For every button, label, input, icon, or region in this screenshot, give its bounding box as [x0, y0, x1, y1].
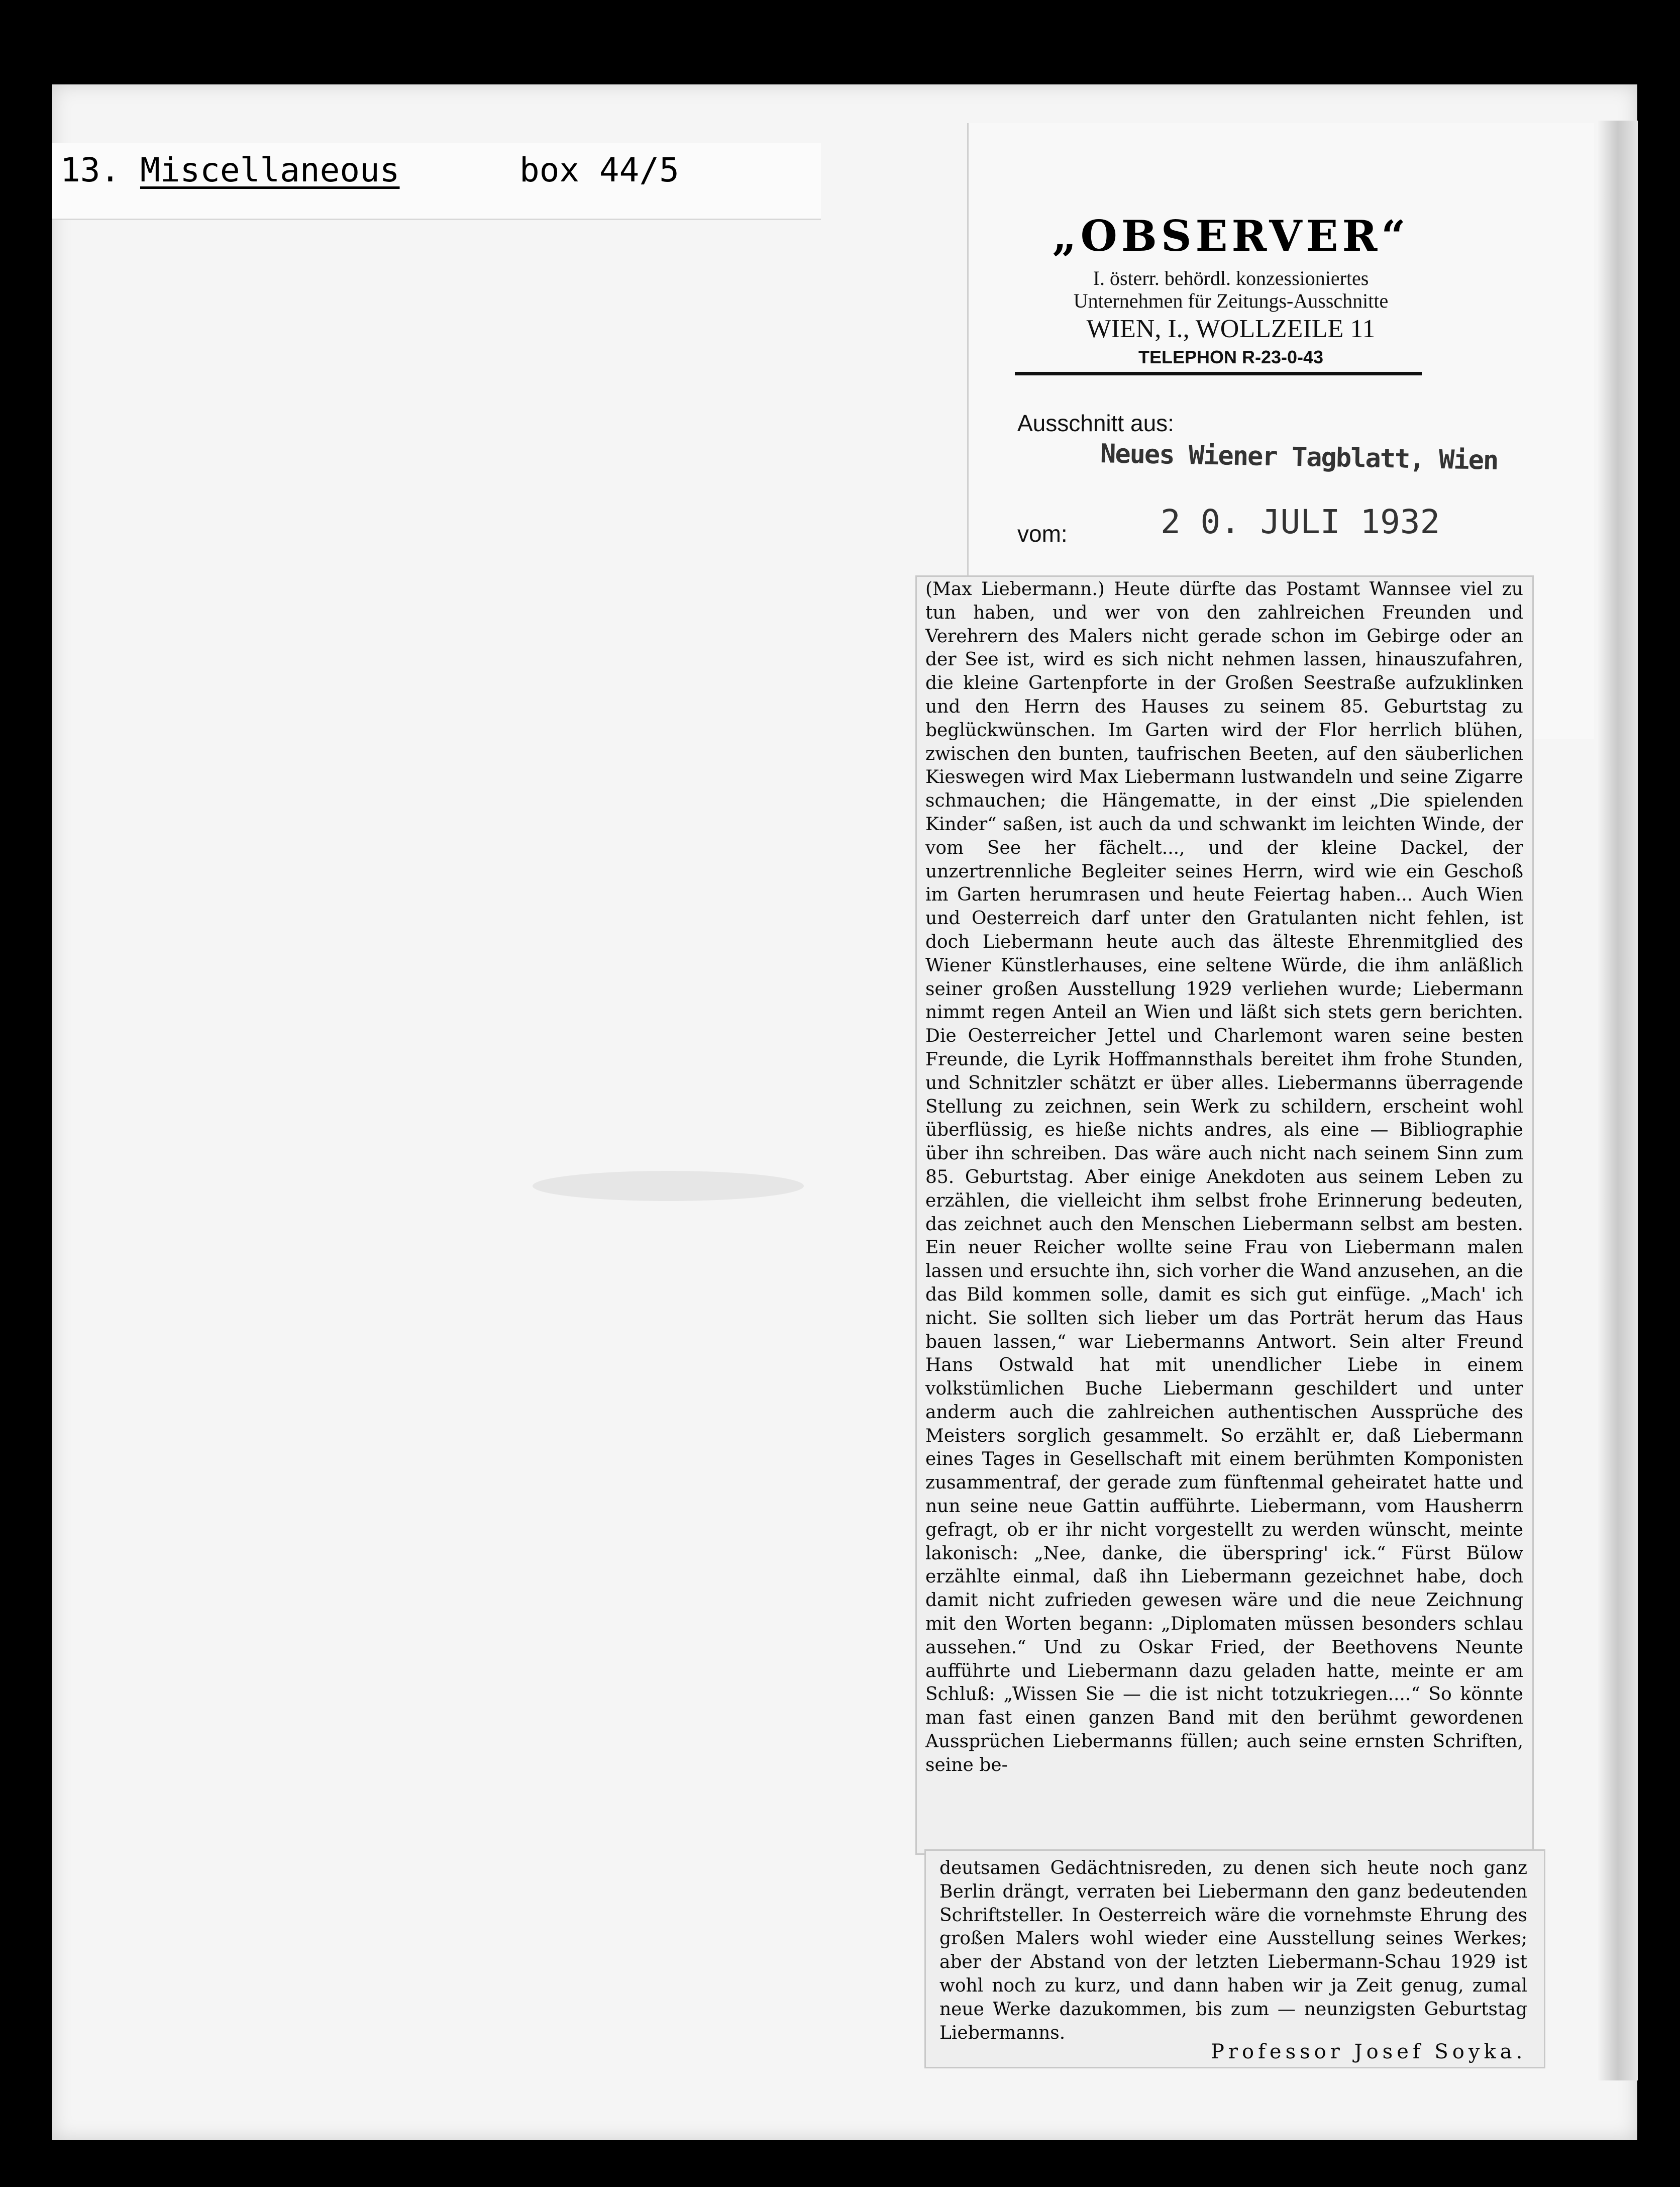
sheet-edge-shadow — [1598, 121, 1638, 2080]
observer-line2: Unternehmen für Zeitungs-Ausschnitte — [1073, 289, 1389, 312]
archive-header — [60, 151, 679, 189]
observer-address: WIEN, I., WOLLZEILE 11 — [1086, 315, 1376, 343]
source-label: Ausschnitt aus: — [1017, 410, 1174, 436]
source-stamp: Neues Wiener Tagblatt, Wien — [1100, 439, 1498, 476]
date-label: vom: — [1017, 521, 1068, 547]
observer-line1: I. österr. behördl. konzessioniertes — [1093, 267, 1369, 289]
observer-rule — [1015, 372, 1422, 375]
header-category: Miscellaneous — [140, 151, 400, 189]
observer-title: „OBSERVER“ — [1052, 211, 1410, 261]
article-text-part2: deutsamen Gedächtnisreden, zu denen sich heute noch ganz Berlin drängt, verraten bei Liebermann den ganz bedeutenden Schriftsteller. In Oesterreich wäre die vornehmste Ehrung des großen Malers wohl wieder eine Ausstellung seines Werkes; aber der Abstand von der letzten Liebermann-Schau 1929 ist wohl noch zu kurz, und dann haben wir ja Zeit genug, zumal neue Werke dazukommen, bis zum — neunzigsten Geburtstag Liebermanns. — [939, 1858, 1527, 2043]
header-number: 13. — [60, 151, 121, 189]
observer-telephone: TELEPHON R-23-0-43 — [1138, 347, 1324, 367]
article-text-part1: (Max Liebermann.) Heute dürfte das Postamt Wannsee viel zu tun haben, und wer von den zahlreichen Freunden und Verehrern des Malers nicht gerade schon im Gebirge oder an der See ist, wird es sich nicht nehmen lassen, hinauszufahren, die kleine Gartenpforte in der Großen Seestraße aufzuklinken und den Herrn des Hauses zu seinem 85. Geburtstag zu beglückwünschen. Im Garten wird der Flor herrlich blühen, zwischen den bunten, taufrischen Beeten, auf den säuberlichen Kieswegen wird Max Liebermann lustwandeln und seine Zigarre schmauchen; die Hängematte, in der einst „Die spielenden Kinder“ saßen, ist auch da und schwankt im leichten Winde, der vom See her fächelt..., und der kleine Dackel, der unzertrennliche Begleiter seines Herrn, wird wie ein Geschoß im Garten herumrasen und heute Feiertag haben... Auch Wien und Oesterreich darf unter den Gratulanten nicht fehlen, ist doch Liebermann heute auch das älteste Ehrenmitglied des Wiener Künstlerhauses, eine seltene Würde, die ihm anläßlich seiner großen Ausstellung 1929 verliehen wurde; Liebermann nimmt regen Anteil an Wien und läßt sich stets gern berichten. Die Oesterreicher Jettel und Charlemont waren seine besten Freunde, die Lyrik Hoffmannsthals bereitet ihm frohe Stunden, und Schnitzler schätzt er über alles. Liebermanns überragende Stellung zu zeichnen, sein Werk zu schildern, erscheint wohl überflüssig, es hieße nichts andres, als eine — Bibliographie über ihn schreiben. Das wäre auch nicht nach seinem Sinn zum 85. Geburtstag. Aber einige Anekdoten aus seinem Leben zu erzählen, die vielleicht ihm selbst frohe Erinnerung bedeuten, das zeichnet auch den Menschen Liebermann selbst am besten. Ein neuer Reicher wollte seine Frau von Liebermann malen lassen und ersuchte ihn, sich vorher die Wand anzusehen, an die das Bild kommen solle, damit es sich gut einfüge. „Mach' ich nicht. Sie sollten sich lieber um das Porträt herum das Haus bauen lassen,“ war Liebermanns Antwort. Sein alter Freund Hans Ostwald hat mit unendlicher Liebe in einem volkstümlichen Buche Liebermann geschildert und unter anderm auch die zahlreichen authentischen Aussprüche des Meisters sorglich gesammelt. So erzählt er, daß Liebermann eines Tages in Gesellschaft mit einem berühmten Komponisten zusammentraf, der gerade zum fünftenmal geheiratet hatte und nun seine neue Gattin aufführte. Liebermann, vom Hausherrn gefragt, ob er ihr nicht vorgestellt zu werden wünscht, meinte lakonisch: „Nee, danke, die überspring' ick.“ Fürst Bülow erzählte einmal, daß ihn Liebermann gezeichnet habe, doch damit nicht zufrieden gewesen wäre und die neue Zeichnung mit den Worten begann: „Diplomaten müssen besonders schlau aussehen.“ Und zu Oskar Fried, der Beethovens Neunte aufführte und Liebermann dazu geladen hatte, meinte er am Schluß: „Wissen Sie — die ist nicht totzukriegen....“ So könnte man fast einen ganzen Band mit den berühmt gewordenen Aussprüchen Liebermanns füllen; auch seine ernsten Schriften, seine be- — [925, 579, 1523, 1775]
date-stamp: 2 0. JULI 1932 — [1161, 503, 1440, 541]
article-author: Professor Josef Soyka. — [1211, 2040, 1527, 2063]
smudge — [533, 1171, 804, 1201]
header-box: box 44/5 — [519, 151, 679, 189]
